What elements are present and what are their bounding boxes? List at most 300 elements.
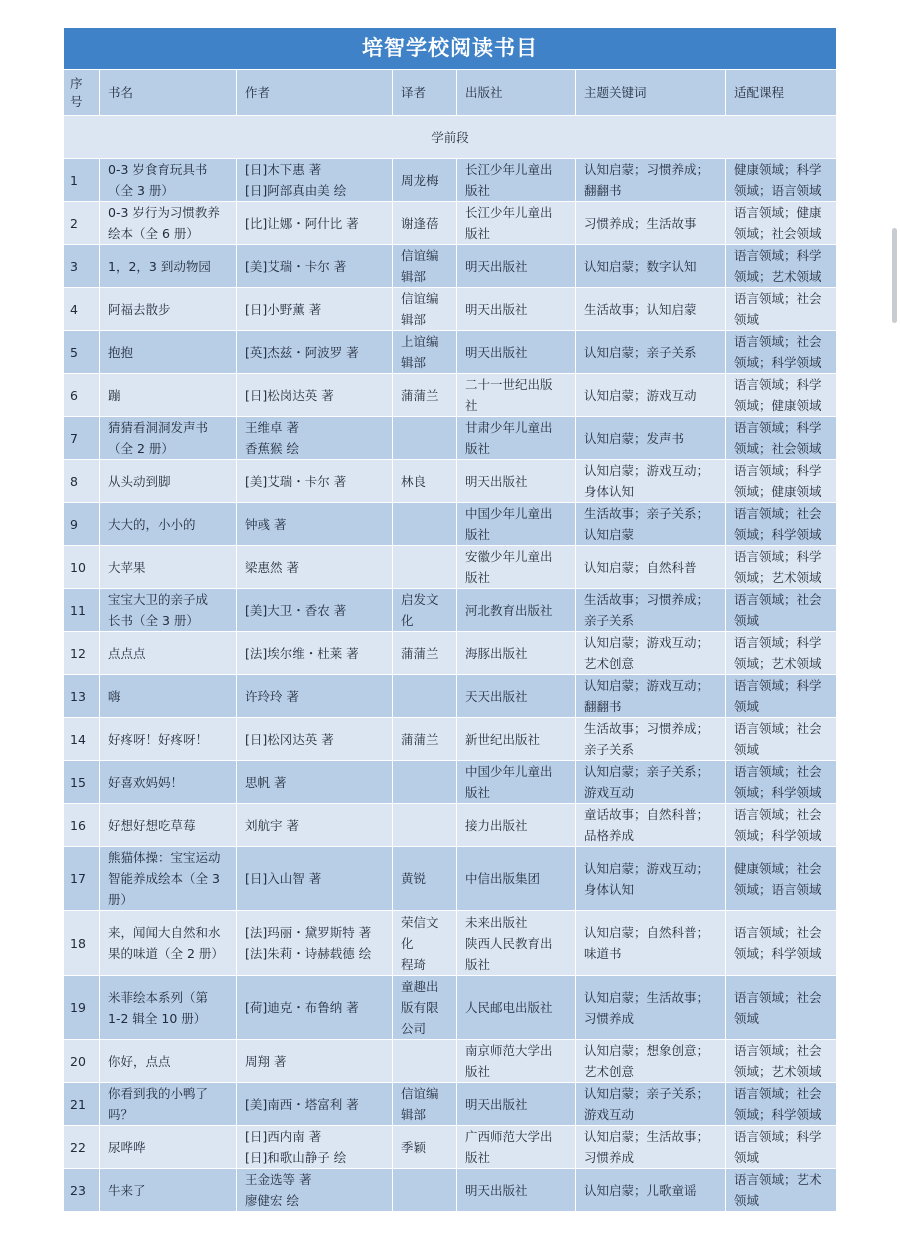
book-title-line: 抱抱 bbox=[108, 344, 134, 360]
book-author bbox=[237, 288, 393, 331]
table-row bbox=[64, 331, 837, 374]
book-courses-line: 领域 bbox=[734, 613, 760, 628]
book-publisher-line: 中信出版集团 bbox=[465, 871, 541, 886]
book-courses-line: 语言领域；社会 bbox=[734, 1086, 822, 1101]
book-courses-line: 语言领域；社会 bbox=[734, 989, 822, 1005]
book-keywords bbox=[576, 1040, 726, 1083]
book-keywords-line: 生活故事；习惯养成； bbox=[584, 721, 710, 736]
book-courses-line: 领域；科学领域 bbox=[734, 355, 822, 370]
book-author bbox=[237, 632, 393, 675]
book-keywords bbox=[576, 1083, 726, 1126]
book-keywords bbox=[576, 159, 726, 202]
book-publisher-line: 版社 bbox=[465, 570, 491, 585]
book-author-line: [法]朱莉・诗赫载德 绘 bbox=[245, 946, 372, 961]
book-title bbox=[100, 804, 237, 847]
book-keywords-line: 认知启蒙；亲子关系； bbox=[584, 764, 710, 779]
table-row bbox=[64, 847, 837, 911]
book-publisher-line: 安徽少年儿童出 bbox=[465, 549, 553, 564]
book-publisher bbox=[457, 1040, 576, 1083]
book-title bbox=[100, 976, 237, 1040]
book-title-line: 大苹果 bbox=[108, 559, 146, 575]
table-row bbox=[64, 1083, 837, 1126]
page-title: 培智学校阅读书目 bbox=[64, 28, 837, 70]
book-author-line: 刘航宇 著 bbox=[245, 817, 299, 833]
book-author-line: [法]玛丽・黛罗斯特 著 bbox=[245, 925, 372, 940]
book-courses-line: 语言领域；科学 bbox=[734, 678, 822, 693]
book-translator bbox=[393, 976, 457, 1040]
book-keywords-line: 认知启蒙；数字认知 bbox=[584, 258, 697, 274]
book-title-line: 大大的，小小的 bbox=[108, 516, 196, 532]
book-author bbox=[237, 374, 393, 417]
table-row bbox=[64, 632, 837, 675]
book-no: 7 bbox=[64, 417, 100, 460]
book-courses-line: 语言领域；科学 bbox=[734, 1129, 822, 1144]
book-translator-line: 上谊编 bbox=[401, 334, 439, 349]
book-courses bbox=[726, 1169, 837, 1212]
book-keywords bbox=[576, 632, 726, 675]
book-courses bbox=[726, 245, 837, 288]
book-title bbox=[100, 632, 237, 675]
book-courses-line: 健康领域；科学 bbox=[734, 162, 822, 177]
book-publisher-line: 版社 bbox=[465, 226, 491, 241]
book-publisher-line: 接力出版社 bbox=[465, 817, 528, 833]
book-translator-line: 版有限 bbox=[401, 1000, 439, 1015]
table-row bbox=[64, 1169, 837, 1212]
book-keywords bbox=[576, 417, 726, 460]
book-courses-line: 领域；艺术领域 bbox=[734, 269, 822, 284]
section-row bbox=[64, 116, 837, 159]
book-keywords bbox=[576, 847, 726, 911]
book-translator bbox=[393, 1169, 457, 1212]
book-no: 21 bbox=[64, 1083, 100, 1126]
book-author bbox=[237, 976, 393, 1040]
book-translator bbox=[393, 503, 457, 546]
book-keywords-line: 生活故事；亲子关系； bbox=[584, 506, 710, 521]
book-title-line: 熊猫体操：宝宝运动 bbox=[108, 850, 221, 865]
book-keywords-line: 童话故事；自然科普； bbox=[584, 807, 710, 822]
book-courses-line: 语言领域；健康 bbox=[734, 205, 822, 220]
book-courses bbox=[726, 589, 837, 632]
book-keywords-line: 认知启蒙；游戏互动； bbox=[584, 635, 710, 650]
book-title bbox=[100, 546, 237, 589]
book-translator-line: 程琦 bbox=[401, 956, 427, 972]
book-title bbox=[100, 288, 237, 331]
book-publisher-line: 河北教育出版社 bbox=[465, 602, 553, 618]
table-row bbox=[64, 374, 837, 417]
book-title bbox=[100, 847, 237, 911]
book-translator bbox=[393, 245, 457, 288]
book-translator-line: 黄锐 bbox=[401, 871, 427, 886]
book-author bbox=[237, 460, 393, 503]
book-keywords-line: 艺术创意 bbox=[584, 1064, 635, 1079]
book-translator bbox=[393, 288, 457, 331]
book-courses-line: 领域 bbox=[734, 742, 760, 757]
book-translator bbox=[393, 632, 457, 675]
book-title-line: （全 2 册） bbox=[108, 441, 174, 456]
book-title-line: 1-2 辑全 10 册） bbox=[108, 1010, 207, 1026]
book-courses-line: 领域 bbox=[734, 312, 760, 327]
book-courses bbox=[726, 804, 837, 847]
book-translator bbox=[393, 159, 457, 202]
book-author bbox=[237, 1169, 393, 1212]
book-publisher-line: 明天出版社 bbox=[465, 258, 528, 274]
book-publisher-line: 明天出版社 bbox=[465, 344, 528, 360]
book-translator bbox=[393, 331, 457, 374]
book-author bbox=[237, 675, 393, 718]
book-keywords-line: 身体认知 bbox=[584, 484, 635, 499]
book-courses bbox=[726, 417, 837, 460]
book-keywords bbox=[576, 804, 726, 847]
book-no: 9 bbox=[64, 503, 100, 546]
book-courses-line: 领域 bbox=[734, 1010, 760, 1026]
book-title-line: 你看到我的小鸭了 bbox=[108, 1086, 209, 1101]
book-author-line: [日]小野薰 著 bbox=[245, 301, 322, 317]
book-keywords bbox=[576, 331, 726, 374]
book-publisher bbox=[457, 503, 576, 546]
book-title bbox=[100, 911, 237, 976]
book-translator-line: 季颖 bbox=[401, 1139, 427, 1155]
book-publisher bbox=[457, 202, 576, 245]
book-publisher-line: 新世纪出版社 bbox=[465, 731, 541, 747]
book-courses-line: 领域；健康领域 bbox=[734, 484, 822, 499]
book-title-line: 智能养成绘本（全 3 bbox=[108, 871, 220, 886]
section-label: 学前段 bbox=[64, 116, 837, 159]
book-author-line: [日]松冈达英 著 bbox=[245, 731, 334, 747]
book-title-line: （全 3 册） bbox=[108, 183, 174, 198]
table-row bbox=[64, 718, 837, 761]
book-title-line: 猜猜看洞洞发声书 bbox=[108, 420, 209, 435]
book-author bbox=[237, 718, 393, 761]
book-title bbox=[100, 374, 237, 417]
book-publisher bbox=[457, 1083, 576, 1126]
book-publisher bbox=[457, 159, 576, 202]
book-title-line: 你好，点点 bbox=[108, 1053, 171, 1069]
book-publisher-line: 二十一世纪出版 bbox=[465, 377, 553, 392]
book-keywords-line: 生活故事；认知启蒙 bbox=[584, 301, 697, 317]
book-title bbox=[100, 589, 237, 632]
book-no: 8 bbox=[64, 460, 100, 503]
book-author-line: 梁惠然 著 bbox=[245, 559, 299, 575]
book-author-line: [比]让娜・阿什比 著 bbox=[245, 215, 359, 231]
book-no: 15 bbox=[64, 761, 100, 804]
book-keywords-line: 游戏互动 bbox=[584, 1107, 635, 1122]
book-author bbox=[237, 503, 393, 546]
book-author bbox=[237, 546, 393, 589]
book-courses-line: 领域 bbox=[734, 1193, 760, 1208]
book-courses-line: 语言领域；社会 bbox=[734, 807, 822, 822]
book-author-line: 许玲玲 著 bbox=[245, 688, 299, 704]
book-courses bbox=[726, 847, 837, 911]
book-translator-line: 蒲蒲兰 bbox=[401, 731, 439, 747]
book-title-line: 果的味道（全 2 册） bbox=[108, 946, 224, 961]
column-header-courses: 适配课程 bbox=[726, 70, 837, 116]
book-courses-line: 领域；艺术领域 bbox=[734, 656, 822, 671]
book-publisher bbox=[457, 546, 576, 589]
book-publisher-line: 长江少年儿童出 bbox=[465, 162, 553, 177]
book-author bbox=[237, 202, 393, 245]
table-row bbox=[64, 460, 837, 503]
book-author-line: 周翔 著 bbox=[245, 1053, 287, 1069]
book-keywords bbox=[576, 761, 726, 804]
book-publisher bbox=[457, 589, 576, 632]
book-publisher bbox=[457, 331, 576, 374]
book-translator bbox=[393, 718, 457, 761]
book-courses-line: 领域；语言领域 bbox=[734, 881, 822, 897]
book-keywords-line: 品格养成 bbox=[584, 828, 635, 843]
book-author-line: 王金选等 著 bbox=[245, 1172, 312, 1187]
table-row bbox=[64, 417, 837, 460]
book-keywords-line: 认知启蒙；发声书 bbox=[584, 430, 685, 446]
book-title bbox=[100, 1083, 237, 1126]
book-courses-line: 语言领域；科学 bbox=[734, 549, 822, 564]
book-title bbox=[100, 1040, 237, 1083]
book-title bbox=[100, 1169, 237, 1212]
book-keywords-line: 习惯养成 bbox=[584, 1010, 635, 1026]
book-no: 10 bbox=[64, 546, 100, 589]
book-publisher bbox=[457, 288, 576, 331]
book-title bbox=[100, 675, 237, 718]
book-courses-line: 领域 bbox=[734, 699, 760, 714]
book-courses-line: 领域；社会领域 bbox=[734, 226, 822, 241]
column-header-no: 序号 bbox=[64, 70, 100, 116]
book-publisher-line: 南京师范大学出 bbox=[465, 1043, 553, 1058]
book-keywords bbox=[576, 675, 726, 718]
table-row bbox=[64, 976, 837, 1040]
book-keywords-line: 亲子关系 bbox=[584, 742, 635, 757]
book-keywords-line: 艺术创意 bbox=[584, 656, 635, 671]
book-keywords-line: 游戏互动 bbox=[584, 785, 635, 800]
book-author-line: [日]木下惠 著 bbox=[245, 162, 322, 177]
book-publisher-line: 长江少年儿童出 bbox=[465, 205, 553, 220]
book-courses bbox=[726, 632, 837, 675]
book-translator bbox=[393, 675, 457, 718]
book-author bbox=[237, 331, 393, 374]
book-publisher bbox=[457, 847, 576, 911]
book-publisher-line: 明天出版社 bbox=[465, 1096, 528, 1112]
book-courses-line: 语言领域；社会 bbox=[734, 764, 822, 779]
book-keywords-line: 习惯养成 bbox=[584, 1150, 635, 1165]
book-courses-line: 语言领域；艺术 bbox=[734, 1172, 822, 1187]
book-keywords bbox=[576, 976, 726, 1040]
book-translator bbox=[393, 1040, 457, 1083]
book-courses bbox=[726, 503, 837, 546]
book-no: 23 bbox=[64, 1169, 100, 1212]
table-row bbox=[64, 675, 837, 718]
book-translator bbox=[393, 589, 457, 632]
book-title-line: 册） bbox=[108, 892, 134, 907]
table-row bbox=[64, 245, 837, 288]
book-courses bbox=[726, 331, 837, 374]
book-title-line: 嗨 bbox=[108, 688, 121, 704]
book-courses-line: 语言领域；科学 bbox=[734, 248, 822, 263]
book-translator bbox=[393, 911, 457, 976]
book-translator bbox=[393, 374, 457, 417]
book-translator bbox=[393, 847, 457, 911]
book-courses-line: 语言领域；社会 bbox=[734, 506, 822, 521]
book-author-line: [日]西内南 著 bbox=[245, 1129, 322, 1144]
book-courses bbox=[726, 159, 837, 202]
book-title bbox=[100, 159, 237, 202]
book-courses bbox=[726, 761, 837, 804]
book-publisher-line: 中国少年儿童出 bbox=[465, 506, 553, 521]
book-author-line: [日]和歌山静子 绘 bbox=[245, 1150, 347, 1165]
book-courses bbox=[726, 374, 837, 417]
book-courses bbox=[726, 288, 837, 331]
book-author-line: [日]松岗达英 著 bbox=[245, 387, 334, 403]
book-author bbox=[237, 1040, 393, 1083]
book-no: 1 bbox=[64, 159, 100, 202]
book-title-line: 宝宝大卫的亲子成 bbox=[108, 592, 209, 607]
column-header-author: 作者 bbox=[237, 70, 393, 116]
book-title-line: 吗？ bbox=[108, 1107, 134, 1122]
book-keywords-line: 认知启蒙；游戏互动 bbox=[584, 387, 697, 403]
book-keywords-line: 认知启蒙；游戏互动； bbox=[584, 860, 710, 876]
book-title-line: 从头动到脚 bbox=[108, 473, 171, 489]
book-author bbox=[237, 589, 393, 632]
book-keywords bbox=[576, 589, 726, 632]
book-translator bbox=[393, 546, 457, 589]
book-publisher-line: 明天出版社 bbox=[465, 301, 528, 317]
book-courses bbox=[726, 976, 837, 1040]
book-publisher-line: 广西师范大学出 bbox=[465, 1129, 553, 1144]
book-publisher bbox=[457, 976, 576, 1040]
book-keywords-line: 翻翻书 bbox=[584, 699, 622, 714]
book-no: 19 bbox=[64, 976, 100, 1040]
book-keywords-line: 认知启蒙；亲子关系； bbox=[584, 1086, 710, 1101]
book-translator bbox=[393, 202, 457, 245]
book-translator-line: 信谊编 bbox=[401, 1086, 439, 1101]
reading-list-table bbox=[63, 27, 837, 1212]
scrollbar[interactable] bbox=[892, 228, 897, 323]
book-title-line: 0-3 岁行为习惯教养 bbox=[108, 205, 220, 220]
book-keywords-line: 习惯养成；生活故事 bbox=[584, 215, 697, 231]
book-translator bbox=[393, 761, 457, 804]
book-title-line: 米菲绘本系列（第 bbox=[108, 989, 209, 1005]
book-translator bbox=[393, 460, 457, 503]
book-keywords-line: 认知启蒙；生活故事； bbox=[584, 989, 710, 1005]
book-keywords-line: 亲子关系 bbox=[584, 613, 635, 628]
book-keywords-line: 认知启蒙；生活故事； bbox=[584, 1129, 710, 1144]
book-author-line: [美]艾瑞・卡尔 著 bbox=[245, 258, 347, 274]
book-publisher-line: 中国少年儿童出 bbox=[465, 764, 553, 779]
book-publisher bbox=[457, 1126, 576, 1169]
book-no: 4 bbox=[64, 288, 100, 331]
book-publisher bbox=[457, 245, 576, 288]
book-publisher-line: 人民邮电出版社 bbox=[465, 1000, 553, 1015]
book-author-line: [美]大卫・香农 著 bbox=[245, 602, 347, 618]
column-header-publisher: 出版社 bbox=[457, 70, 576, 116]
book-courses-line: 语言领域；社会 bbox=[734, 925, 822, 940]
book-keywords-line: 认知启蒙；儿歌童谣 bbox=[584, 1182, 697, 1198]
book-courses-line: 领域；科学领域 bbox=[734, 785, 822, 800]
book-courses bbox=[726, 1126, 837, 1169]
book-title-line: 牛来了 bbox=[108, 1182, 146, 1198]
book-publisher-line: 海豚出版社 bbox=[465, 645, 528, 661]
book-courses-line: 领域；科学领域 bbox=[734, 828, 822, 843]
book-author bbox=[237, 761, 393, 804]
book-translator-line: 蒲蒲兰 bbox=[401, 645, 439, 661]
book-title-line: 好想好想吃草莓 bbox=[108, 817, 196, 833]
book-publisher-line: 版社 bbox=[465, 183, 491, 198]
table-row bbox=[64, 589, 837, 632]
book-courses-line: 领域；艺术领域 bbox=[734, 570, 822, 585]
book-courses-line: 领域；社会领域 bbox=[734, 441, 822, 456]
book-translator-line: 辑部 bbox=[401, 355, 427, 370]
column-header-keywords: 主题关键词 bbox=[576, 70, 726, 116]
book-title bbox=[100, 331, 237, 374]
book-no: 18 bbox=[64, 911, 100, 976]
book-no: 20 bbox=[64, 1040, 100, 1083]
book-title bbox=[100, 503, 237, 546]
book-keywords-line: 认知启蒙；自然科普； bbox=[584, 925, 710, 940]
book-publisher-line: 明天出版社 bbox=[465, 1182, 528, 1198]
book-courses bbox=[726, 1040, 837, 1083]
book-no: 13 bbox=[64, 675, 100, 718]
book-translator-line: 荣信文 bbox=[401, 914, 439, 930]
book-publisher-line: 甘肃少年儿童出 bbox=[465, 420, 553, 435]
book-courses-line: 语言领域；科学 bbox=[734, 420, 822, 435]
book-keywords-line: 认知启蒙；习惯养成； bbox=[584, 162, 710, 177]
book-title bbox=[100, 460, 237, 503]
book-keywords bbox=[576, 1169, 726, 1212]
book-translator-line: 启发文化 bbox=[401, 592, 439, 628]
book-translator-line: 信谊编 bbox=[401, 248, 439, 263]
book-translator bbox=[393, 1126, 457, 1169]
table-row bbox=[64, 159, 837, 202]
book-author-line: [美]艾瑞・卡尔 著 bbox=[245, 473, 347, 489]
book-no: 2 bbox=[64, 202, 100, 245]
book-translator-line: 童趣出 bbox=[401, 979, 439, 994]
book-publisher bbox=[457, 417, 576, 460]
book-title-line: 来，闻闻大自然和水 bbox=[108, 925, 221, 940]
book-title bbox=[100, 761, 237, 804]
book-publisher-line: 版社 bbox=[465, 1064, 491, 1079]
book-author-line: 香蕉猴 绘 bbox=[245, 441, 299, 456]
book-publisher-line: 未来出版社 bbox=[465, 914, 528, 930]
book-courses-line: 语言领域；社会 bbox=[734, 291, 822, 306]
book-translator-line: 辑部 bbox=[401, 269, 427, 284]
book-keywords bbox=[576, 460, 726, 503]
book-publisher-line: 陕西人民教育出 bbox=[465, 935, 553, 951]
book-author bbox=[237, 804, 393, 847]
book-keywords bbox=[576, 911, 726, 976]
book-courses bbox=[726, 1083, 837, 1126]
book-publisher bbox=[457, 804, 576, 847]
book-title bbox=[100, 202, 237, 245]
book-keywords-line: 认知启蒙；游戏互动； bbox=[584, 463, 710, 478]
book-no: 22 bbox=[64, 1126, 100, 1169]
book-publisher bbox=[457, 761, 576, 804]
book-title-line: 长书（全 3 册） bbox=[108, 613, 199, 628]
book-author-line: [美]南西・塔富利 著 bbox=[245, 1096, 359, 1112]
book-publisher bbox=[457, 675, 576, 718]
book-publisher-line: 版社 bbox=[465, 785, 491, 800]
book-title bbox=[100, 245, 237, 288]
column-header-title: 书名 bbox=[100, 70, 237, 116]
book-courses-line: 领域；科学领域 bbox=[734, 527, 822, 542]
book-no: 3 bbox=[64, 245, 100, 288]
book-keywords-line: 生活故事；习惯养成； bbox=[584, 592, 710, 607]
book-author-line: 廖健宏 绘 bbox=[245, 1193, 299, 1208]
book-author bbox=[237, 159, 393, 202]
book-translator-line: 化 bbox=[401, 935, 414, 951]
book-courses-line: 语言领域；社会 bbox=[734, 1043, 822, 1058]
book-title-line: 绘本（全 6 册） bbox=[108, 226, 199, 241]
book-keywords bbox=[576, 288, 726, 331]
book-no: 5 bbox=[64, 331, 100, 374]
book-courses-line: 领域；科学领域 bbox=[734, 946, 822, 961]
book-author bbox=[237, 1126, 393, 1169]
